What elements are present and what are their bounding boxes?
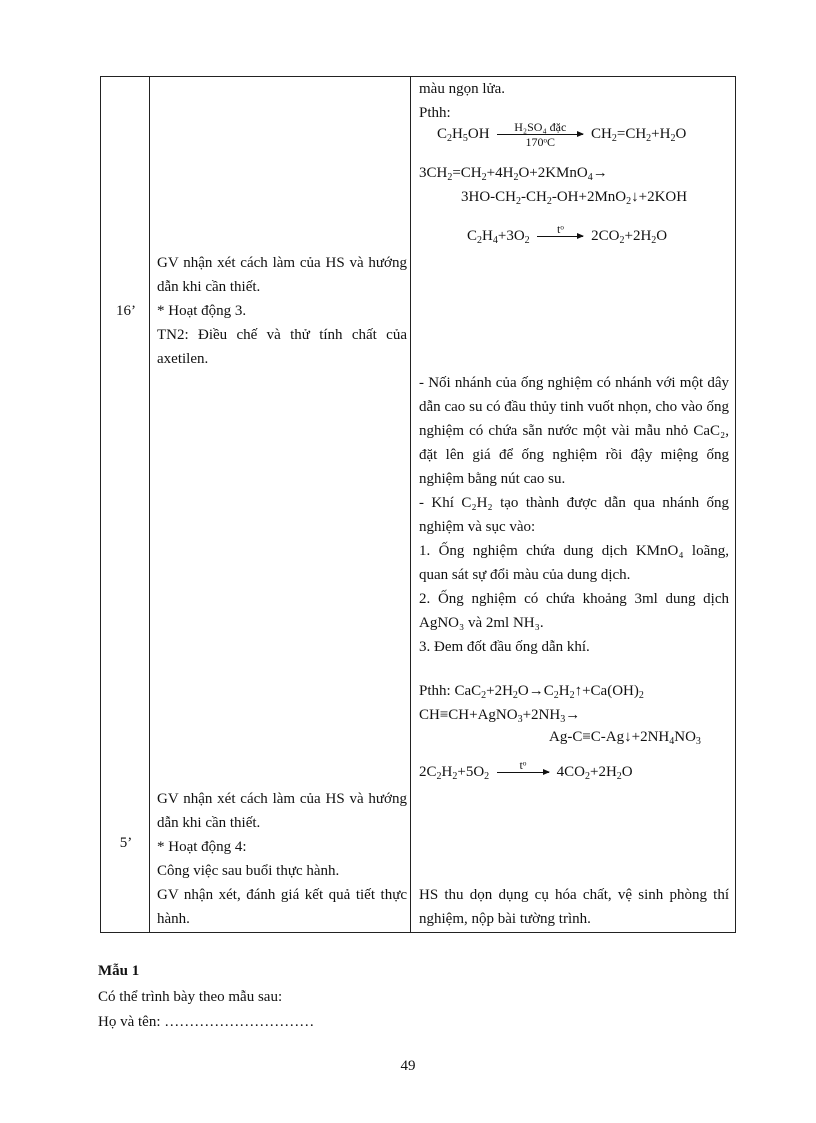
name-field-line: Họ và tên: ………………………… bbox=[98, 1014, 315, 1030]
procedure-step-setup: - Nối nhánh của ống nghiệm có nhánh với một dây dẫn cao su có đầu thủy tinh vuốt nhọn, cho vào ống nghiệm có chứa sẵn nước một vài mẫu nhỏ CaC₂, đặt lên giá để ống nghiệm rồi đậy miệng ống nghiệm bằng nút cao su. bbox=[419, 375, 729, 487]
time-cell-16: 16’ bbox=[116, 303, 136, 319]
equation-cac2-hydrolysis: Pthh: $CaC_2+2H_2O\to C_2H_2↑+Ca(OH)_2$ bbox=[419, 683, 644, 701]
teacher-comment: GV nhận xét cách làm của HS và hướng dẫn khi cần thiết. bbox=[157, 791, 407, 831]
experiment-title: TN2: Điều chế và thử tính chất của axetilen. bbox=[157, 327, 407, 367]
activity-heading: * Hoạt động 4: bbox=[157, 839, 247, 855]
equation-ethanol-dehydration: $C_2H_5OH$ H₂SO₄ đặc 170ᵒC $CH_2=CH_2+H_2O$ bbox=[437, 120, 687, 149]
page-number: 49 bbox=[400, 1058, 416, 1074]
student-tn2-procedure bbox=[419, 371, 729, 659]
teacher-comment: GV nhận xét cách làm của HS và hướng dẫn khi cần thiết. bbox=[157, 255, 407, 295]
activity-heading: * Hoạt động 3. bbox=[157, 303, 247, 319]
student-cleanup: HS thu dọn dụng cụ hóa chất, vệ sinh phòng thí nghiệm, nộp bài tường trình. bbox=[419, 887, 729, 927]
equation-kmno4-oxidation: $3CH_2=CH_2+4H_2O+2KMnO_4\to$ bbox=[419, 165, 608, 183]
template-title: Mẫu 1 bbox=[98, 963, 140, 979]
procedure-step-2: 2. Ống nghiệm có chứa khoảng 3ml dung dịch AgNO₃ và 2ml NH₃. bbox=[419, 591, 729, 631]
equation-ethylene-combustion: $C_2H_4+3O_2$ tᵒ $2CO_2+2H_2O$ bbox=[467, 223, 667, 251]
reaction-temperature: 170ᵒC bbox=[525, 135, 556, 149]
reaction-condition: tᵒ bbox=[557, 222, 564, 236]
procedure-step-gas: - Khí C₂H₂ tạo thành được dẫn qua nhánh ống nghiệm và sục vào: bbox=[419, 495, 729, 535]
reaction-condition: tᵒ bbox=[519, 758, 527, 772]
teacher-evaluation: GV nhận xét, đánh giá kết quả tiết thực hành. bbox=[157, 887, 407, 927]
activity-description: Công việc sau buổi thực hành. bbox=[157, 863, 340, 879]
template-instruction: Có thể trình bày theo mẫu sau: bbox=[98, 989, 283, 1005]
teacher-activity-4 bbox=[157, 787, 407, 931]
pthh-label: Pthh: bbox=[419, 683, 451, 699]
equation-acetylene-combustion: $2C_2H_2+5O_2$ tᵒ $4CO_2+2H_2O$ bbox=[419, 759, 633, 787]
procedure-step-3: 3. Đem đốt đầu ống dẫn khí. bbox=[419, 639, 590, 655]
equation-silver-acetylide-products: $Ag-C\equiv C-Ag↓+2NH_4NO_3$ bbox=[549, 729, 701, 747]
teacher-activity-3 bbox=[157, 251, 407, 371]
flame-color-text: màu ngọn lửa. bbox=[419, 81, 506, 97]
reaction-condition: H₂SO₄ đặc bbox=[514, 120, 567, 134]
reaction-arrow bbox=[537, 223, 583, 251]
reaction-arrow bbox=[497, 759, 549, 787]
equation-kmno4-products: $3HO-CH_2-CH_2-OH+2MnO_2↓+2KOH$ bbox=[461, 189, 688, 207]
reaction-arrow bbox=[497, 121, 583, 149]
column-divider bbox=[410, 77, 411, 932]
procedure-step-1: 1. Ống nghiệm chứa dung dịch KMnO₄ loãng, quan sát sự đổi màu của dung dịch. bbox=[419, 543, 729, 583]
column-divider bbox=[149, 77, 150, 932]
equation-silver-acetylide: $CH\equiv CH+AgNO_3+2NH_3\to$ bbox=[419, 707, 581, 725]
lesson-table bbox=[100, 76, 736, 933]
student-tn1-end bbox=[419, 77, 729, 125]
time-cell-5: 5’ bbox=[119, 835, 133, 851]
pthh-label: Pthh: bbox=[419, 105, 451, 121]
